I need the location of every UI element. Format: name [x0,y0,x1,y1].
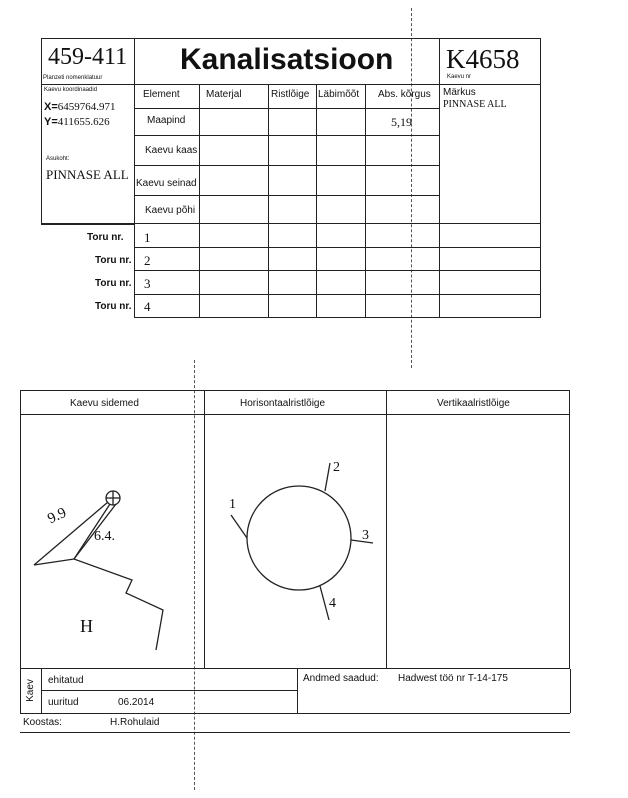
horizontal-section-sketch [205,415,386,669]
row-element-bottom: Kaevu põhi [145,205,196,216]
pipe-direction-label-3: 3 [362,528,369,543]
built-label: ehitatud [48,675,84,686]
pipe-label-2: Toru nr. [95,255,132,266]
pipe-number-2: 2 [144,253,151,268]
page-title: Kanalisatsioon [180,43,394,76]
remark-header: Märkus [443,87,476,98]
y-label: Y= [44,116,58,128]
tie-dimension-2: 6.4. [94,529,115,544]
pipe-label-4: Toru nr. [95,301,132,312]
x-label: X= [44,101,58,113]
pipe-number-4: 4 [144,299,151,314]
map-sheet-caption: Planzeti nomenklatuur [43,75,103,81]
map-sheet-number: 459-411 [48,44,128,70]
y-value: 411655.626 [57,116,110,128]
well-number: K4658 [446,44,520,74]
col-header-cross-section: Ristlõige [271,89,310,100]
pipe-number-3: 3 [144,276,151,291]
col-header-abs-height: Abs. kõrgus [378,89,431,100]
y-coordinate [44,116,110,128]
data-from-label: Andmed saadud: [303,673,379,684]
pipe-number-1: 1 [144,230,151,245]
location-caption: Asukoht: [46,156,70,162]
pipe-label-3: Toru nr. [95,278,132,289]
remark-value: PINNASE ALL [443,99,507,110]
pipe-direction-label-4: 4 [329,596,336,611]
coords-caption: Kaevu koordinaadid [44,87,98,93]
compiled-label: Koostas: [23,717,62,728]
col-vertical-section: Vertikaalristlõige [437,398,510,409]
row-element-lid: Kaevu kaas [145,145,198,156]
row-abs-ground: 5,19 [391,115,412,129]
data-from-value: Hadwest töö nr T-14-175 [398,673,508,684]
surveyed-label: uuritud [48,697,79,708]
pipe-label-1: Toru nr. [87,232,124,243]
tie-dimension-1: 9.9 [45,504,70,528]
building-label: H [80,616,93,636]
row-element-ground: Maapind [147,115,186,126]
col-well-ties: Kaevu sidemed [70,398,139,409]
x-coordinate [44,101,116,113]
well-circle [247,486,351,590]
surveyed-date: 06.2014 [118,697,155,708]
well-number-caption: Kaevu nr [447,74,472,80]
pipe-direction-label-2: 2 [333,460,340,475]
col-header-material: Materjal [206,89,242,100]
row-element-walls: Kaevu seinad [136,178,197,189]
well-side-label: Kaev [24,679,36,702]
location-value: PINNASE ALL [46,167,129,182]
col-horizontal-section: Horisontaalristlõige [240,398,326,409]
x-value: 6459764.971 [57,101,116,113]
col-header-element: Element [143,89,180,100]
compiled-by: H.Rohulaid [110,717,160,728]
col-header-diameter: Läbimõõt [318,89,360,100]
pipe-direction-label-1: 1 [229,497,236,512]
